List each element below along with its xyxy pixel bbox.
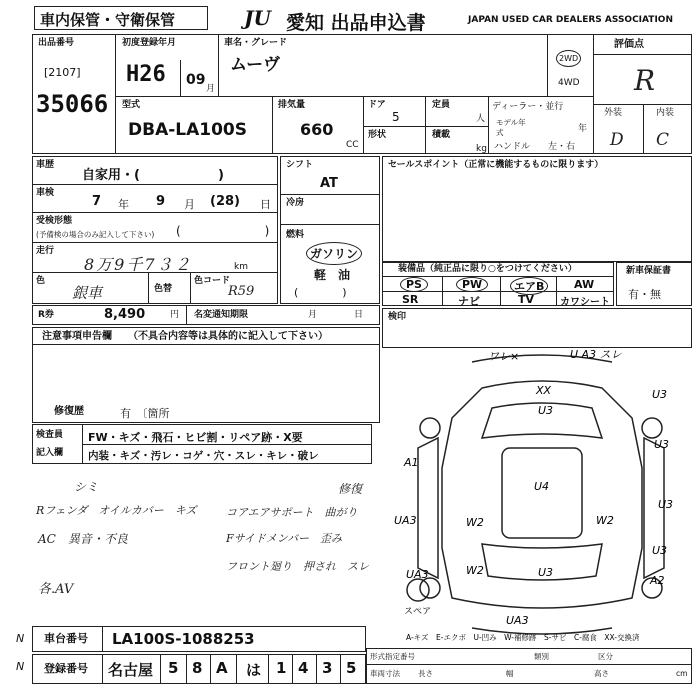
registration-month: 09 bbox=[186, 72, 206, 88]
warranty-label: 新車保証書 bbox=[626, 266, 672, 276]
plate-width: 幅 bbox=[506, 669, 514, 678]
handle-label: ハンドル bbox=[494, 142, 531, 152]
history-value: 自家用・( ) bbox=[82, 168, 224, 183]
lot-number: 35066 bbox=[36, 90, 109, 118]
remark-3a: AC 異音・不良 bbox=[38, 532, 128, 546]
plate-digit-8: 5 bbox=[346, 659, 357, 677]
plate-digit-1: 5 bbox=[168, 659, 179, 677]
equip-navi: ナビ bbox=[458, 295, 480, 308]
plate-info-ref-2: 区分 bbox=[598, 652, 613, 661]
remark-1a: シミ bbox=[74, 480, 99, 494]
plate-height: 高さ bbox=[594, 669, 609, 678]
warranty-value: 有・無 bbox=[628, 288, 661, 301]
plate-digit-4: は bbox=[246, 661, 262, 679]
color-code-value: R59 bbox=[228, 284, 255, 299]
plate-digit-5: 1 bbox=[276, 659, 287, 677]
registration-year: H26 bbox=[126, 62, 166, 87]
sales-point-label: セールスポイント（正常に機能するものに限ります） bbox=[388, 160, 604, 170]
capacity-label: 定員 bbox=[432, 100, 451, 110]
chassis-label: 車台番号 bbox=[44, 632, 88, 645]
remark-5: 各.AV bbox=[38, 582, 74, 597]
mark-left-door: UA3 bbox=[394, 514, 417, 527]
shift-label: シフト bbox=[286, 160, 314, 170]
displacement-label: 排気量 bbox=[278, 100, 306, 110]
transfer-label: 受検形態 bbox=[36, 216, 73, 226]
mark-left-front: A1 bbox=[404, 456, 419, 469]
inspection-label: 車検 bbox=[36, 188, 55, 198]
notes-label: 注意事項申告欄 bbox=[42, 331, 112, 342]
recycle-unit: 円 bbox=[170, 310, 180, 320]
handle-value: 左・右 bbox=[548, 142, 576, 152]
damage-diagram bbox=[382, 348, 700, 644]
mark-repair-2: W2 bbox=[466, 564, 484, 577]
plate-region: 名古屋 bbox=[108, 661, 154, 679]
shape-label: 形状 bbox=[368, 130, 387, 140]
mark-right-rear: U3 bbox=[652, 544, 668, 557]
ju-logo: JU bbox=[244, 6, 271, 30]
mark-crack: ワレ× bbox=[488, 350, 520, 363]
fuel-other: ( ) bbox=[294, 286, 347, 299]
mark-hood: U3 bbox=[538, 404, 554, 417]
equip-tv: TV bbox=[518, 293, 535, 306]
margin-mark-1: N bbox=[16, 632, 25, 645]
mileage-unit: km bbox=[234, 262, 248, 272]
mark-front-scratch: U A3 スレ bbox=[570, 348, 622, 361]
drive-2wd: 2WD bbox=[556, 50, 581, 67]
inspection-day-unit: 日 bbox=[260, 198, 271, 211]
model-label: 型式 bbox=[122, 100, 141, 110]
spare-label: スペア bbox=[404, 607, 432, 617]
inspection-year-unit: 年 bbox=[118, 198, 129, 211]
equipment-label: 装備品（純正品に限り○をつけてください） bbox=[398, 264, 577, 274]
equip-seat: カワシート bbox=[560, 297, 610, 308]
fuel-label: 燃料 bbox=[286, 230, 305, 240]
remark-2a: Rフェンダ オイルカバー キズ bbox=[36, 504, 197, 517]
sales-point-block bbox=[382, 156, 692, 262]
mark-right-front: U3 bbox=[652, 388, 668, 401]
doors-value: 5 bbox=[392, 110, 400, 124]
color-code-label: 色コード bbox=[194, 276, 231, 286]
mark-right-bumper: A2 bbox=[650, 574, 665, 587]
dealer-label: ディーラー・並行 bbox=[492, 102, 564, 112]
drive-4wd: 4WD bbox=[558, 78, 580, 88]
association-name: JAPAN USED CAR DEALERS ASSOCIATION bbox=[468, 15, 673, 25]
mark-rear-gate: U3 bbox=[538, 566, 554, 579]
mileage-label: 走行 bbox=[36, 246, 55, 256]
load-label: 積載 bbox=[432, 130, 451, 140]
inspection-year: 7 bbox=[92, 194, 102, 209]
registration-label: 初度登録年月 bbox=[122, 38, 177, 48]
mark-repair-3: W2 bbox=[596, 514, 614, 527]
plate-info-label-1: 形式指定番号 bbox=[370, 652, 415, 661]
registration-month-unit: 月 bbox=[206, 84, 216, 94]
model-value: DBA-LA100S bbox=[128, 120, 247, 140]
notice-day: 日 bbox=[354, 310, 364, 320]
fuel-gasoline: ガソリン bbox=[306, 242, 362, 265]
remark-2b: コアエアサポート 曲がり bbox=[226, 506, 358, 519]
fuel-diesel: 軽 油 bbox=[314, 268, 351, 282]
mileage-value: 8万9千7３２ bbox=[84, 255, 193, 274]
mark-left-rear: UA3 bbox=[406, 568, 429, 581]
displacement-value: 660 bbox=[300, 120, 334, 139]
inspector-notes-row1: FW・キズ・飛石・ヒビ割・リペア跡・X要 bbox=[88, 431, 303, 444]
plate-info-ref-1: 類別 bbox=[534, 652, 549, 661]
inspection-month-unit: 月 bbox=[184, 198, 195, 211]
car-name: ムーヴ bbox=[230, 55, 281, 75]
shift-value: AT bbox=[320, 176, 338, 191]
storage-note: 車内保管・守衛保管 bbox=[40, 11, 176, 29]
exterior-label: 外装 bbox=[604, 108, 623, 118]
interior-grade: C bbox=[656, 130, 670, 150]
plate-unit: cm bbox=[676, 669, 688, 678]
repaint-label: 色替 bbox=[154, 284, 173, 294]
doors-label: ドア bbox=[368, 100, 386, 110]
lot-label: 出品番号 bbox=[38, 38, 75, 48]
history-label: 車歴 bbox=[36, 160, 55, 170]
equip-sr: SR bbox=[402, 293, 419, 306]
model-year-label: モデル年式 bbox=[496, 118, 526, 137]
model-year-unit: 年 bbox=[578, 124, 588, 134]
inspector-notes-label-1: 検査員 bbox=[36, 430, 64, 440]
notice-month: 月 bbox=[308, 310, 318, 320]
plate-digit-2: 8 bbox=[192, 659, 203, 677]
rating-label: 評価点 bbox=[614, 39, 644, 50]
plate-length: 長さ bbox=[418, 669, 433, 678]
equip-pw: PW bbox=[456, 277, 488, 292]
inspector-notes-row2: 内装・キズ・汚レ・コゲ・穴・スレ・キレ・破レ bbox=[88, 450, 319, 462]
inspection-day: (28) bbox=[210, 194, 240, 209]
interior-label: 内装 bbox=[656, 108, 675, 118]
remark-4: フロント廻り 押され スレ bbox=[226, 560, 369, 573]
color-label: 色 bbox=[36, 276, 46, 286]
inspector-stamp-block bbox=[382, 308, 692, 348]
transfer-note: (予備検の場合のみ記入して下さい) bbox=[36, 230, 155, 239]
recycle-label: R券 bbox=[38, 310, 54, 320]
equip-ps: PS bbox=[400, 277, 428, 292]
exterior-grade: D bbox=[610, 130, 624, 150]
equip-airbag: エアB bbox=[510, 277, 548, 295]
mark-rear-bumper: UA3 bbox=[506, 614, 529, 627]
equip-aw: AW bbox=[574, 278, 595, 291]
margin-mark-2: N bbox=[16, 660, 25, 673]
plate-info-label-2: 車両寸法 bbox=[370, 669, 400, 678]
mark-replaced: XX bbox=[536, 384, 552, 397]
capacity-unit: 人 bbox=[476, 114, 486, 124]
remark-3b: Fサイドメンバー 歪み bbox=[226, 532, 342, 545]
inspector-notes-label-2: 記入欄 bbox=[36, 448, 64, 458]
inspector-stamp-label: 検印 bbox=[388, 312, 407, 322]
mark-roof: U4 bbox=[534, 480, 550, 493]
repair-label: 修復歴 bbox=[54, 406, 84, 417]
mark-repair-1: W2 bbox=[466, 516, 484, 529]
inspection-month: 9 bbox=[156, 194, 166, 209]
mark-right-mid: U3 bbox=[658, 498, 674, 511]
mark-right-door: U3 bbox=[654, 438, 670, 451]
plate-digit-7: 3 bbox=[322, 659, 333, 677]
plate-digit-3: A bbox=[216, 659, 228, 677]
notice-label: 名変通知期限 bbox=[194, 310, 249, 320]
car-name-label: 車名・グレード bbox=[224, 38, 288, 48]
repair-value: 有 〔箇所 bbox=[120, 407, 170, 420]
plate-digit-6: 4 bbox=[298, 659, 309, 677]
diagram-legend: A-キズ E-エクボ U-凹み W-補修跡 S-サビ C-腐食 XX-交換済 bbox=[406, 633, 640, 642]
displacement-unit: CC bbox=[346, 140, 359, 150]
recycle-value: 8,490 bbox=[104, 307, 146, 322]
notes-note: （不具合内容等は具体的に記入して下さい） bbox=[128, 331, 328, 342]
color-value: 銀車 bbox=[72, 284, 103, 302]
plate-label: 登録番号 bbox=[44, 662, 88, 675]
chassis-value: LA100S-1088253 bbox=[112, 630, 255, 648]
lot-sub: [2107] bbox=[44, 66, 81, 79]
form-title: 愛知 出品申込書 bbox=[286, 12, 426, 34]
rating-score: R bbox=[634, 64, 656, 97]
transfer-value: ( ) bbox=[176, 224, 270, 238]
ac-label: 冷房 bbox=[286, 198, 305, 208]
load-unit: kg bbox=[476, 144, 487, 154]
remark-1b: 修復 bbox=[338, 482, 363, 496]
